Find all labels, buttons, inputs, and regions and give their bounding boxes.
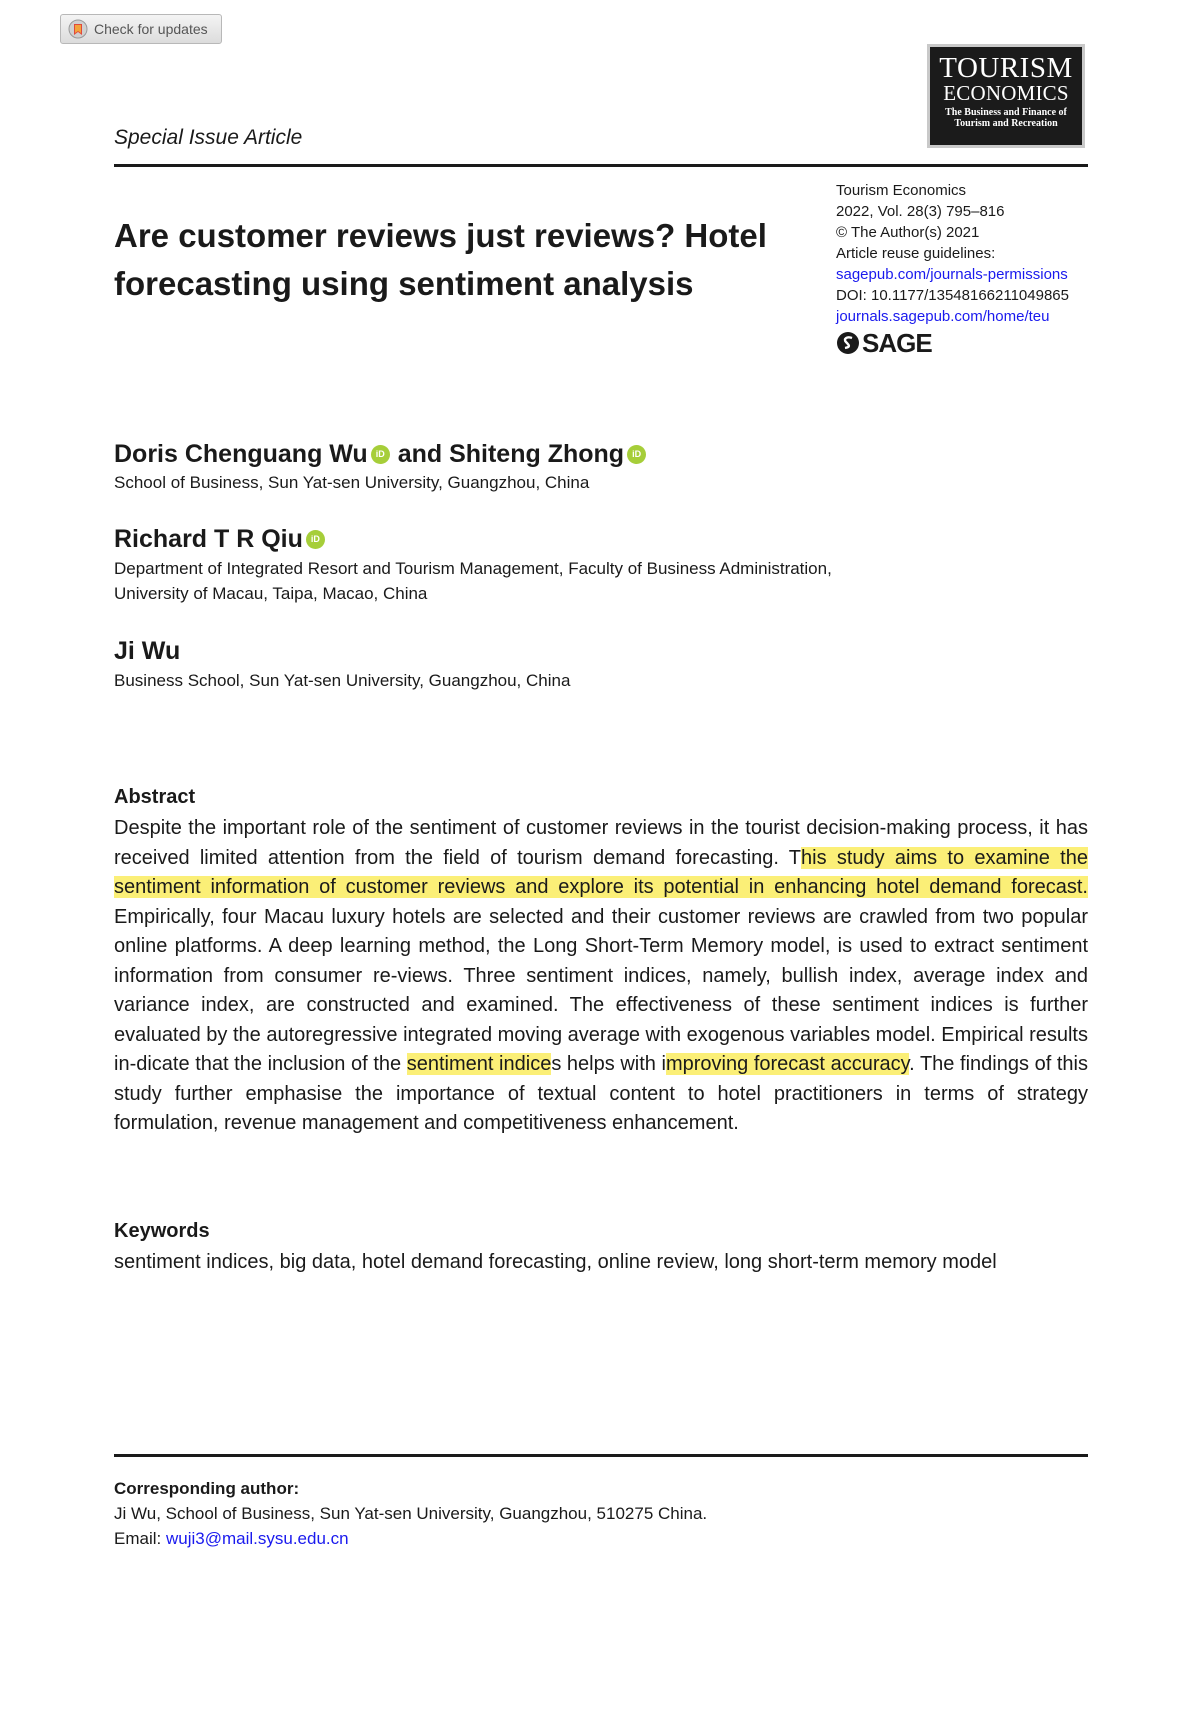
doi: DOI: 10.1177/13548166211049865 [836,287,1069,304]
check-for-updates-label: Check for updates [94,21,208,37]
author-name: Ji Wu [114,637,181,665]
author-name: Richard T R Qiu [114,525,303,553]
journal-name: Tourism Economics [836,182,967,199]
email-label: Email: [114,1529,166,1548]
journal-logo-line3: The Business and Finance of [945,107,1067,118]
journal-logo [927,44,1085,148]
reuse-guidelines: Article reuse guidelines: [836,245,996,262]
orcid-icon[interactable]: iD [627,445,646,464]
journal-logo-line4: Tourism and Recreation [954,118,1058,129]
author-line-3 [114,637,180,666]
footer-rule [114,1454,1088,1457]
header-rule [114,164,1088,167]
sage-logo [836,327,1069,358]
author-line-2 [114,525,333,554]
sage-logo-icon [836,331,860,355]
journal-meta [836,180,1069,358]
journal-volume: 2022, Vol. 28(3) 795–816 [836,203,1005,220]
journal-logo-line2: ECONOMICS [943,81,1069,105]
abstract-part: s helps with i [551,1053,666,1075]
affiliation-2a: Department of Integrated Resort and Tourism Management, Faculty of Business Administration, [114,559,832,578]
email-link[interactable]: wuji3@mail.sysu.edu.cn [165,1529,349,1548]
orcid-icon[interactable]: iD [371,445,390,464]
author-name: and Shiteng Zhong [397,440,625,468]
corresponding-author [114,1476,707,1551]
abstract-highlight: sentiment indice [406,1053,552,1075]
author-name: Doris Chenguang Wu [114,440,368,468]
affiliation-3: Business School, Sun Yat-sen University, Guangzhou, China [114,671,571,690]
bookmark-update-icon [68,19,88,39]
abstract-highlight: his study aims to examine the sentiment information of customer reviews and explore its potential in enhancing hotel demand forecast. [114,846,1088,898]
copyright-line: © The Author(s) 2021 [836,224,980,241]
abstract-part: . The findings of this study further emphasise the importance of textual content to hotel practitioners in terms of strategy formulation, revenue management and competitiveness enhancement. [114,1053,1088,1134]
reuse-link[interactable]: sagepub.com/journals-permissions [836,266,1068,283]
abstract-text [114,814,1088,1139]
affiliation-1: School of Business, Sun Yat-sen University, Guangzhou, China [114,473,590,492]
corresponding-email-line [114,1526,707,1551]
corresponding-address: Ji Wu, School of Business, Sun Yat-sen University, Guangzhou, 510275 China. [114,1504,708,1523]
article-type: Special Issue Article [114,126,303,149]
abstract-part: Empirically, four Macau luxury hotels are selected and their customer reviews are crawled from two popular online platforms. A deep learning method, the Long Short-Term Memory model, is used to extract sentiment information from consumer re-views. Three sentiment indices, namely, bullish index, average index and variance index, are constructed and examined. The effectiveness of these sentiment indices is further evaluated by the autoregressive integrated moving average with exogenous variables model. Empirical results in-dicate that the inclusion of the [114,905,1088,1075]
abstract-part: Despite the important role of the sentiment of customer reviews in the tourist decision-making process, it has received limited attention from the field of tourism demand forecasting. T [114,817,1088,869]
orcid-icon[interactable]: iD [306,530,325,549]
author-line-1 [114,440,654,469]
article-title: Are customer reviews just reviews? Hotel forecasting using sentiment analysis [114,217,767,302]
check-for-updates-button[interactable] [60,14,222,44]
abstract-heading: Abstract [114,786,196,808]
corresponding-label: Corresponding author: [114,1479,300,1498]
journal-link[interactable]: journals.sagepub.com/home/teu [836,308,1050,325]
keywords-text: sentiment indices, big data, hotel demand forecasting, online review, long short-term memory model [114,1251,997,1273]
sage-logo-text: SAGE [862,327,932,358]
journal-logo-line1: TOURISM [939,52,1073,84]
keywords-heading: Keywords [114,1220,210,1242]
abstract-highlight: mproving forecast accuracy [665,1053,910,1075]
affiliation-2b: University of Macau, Taipa, Macao, China [114,584,428,603]
